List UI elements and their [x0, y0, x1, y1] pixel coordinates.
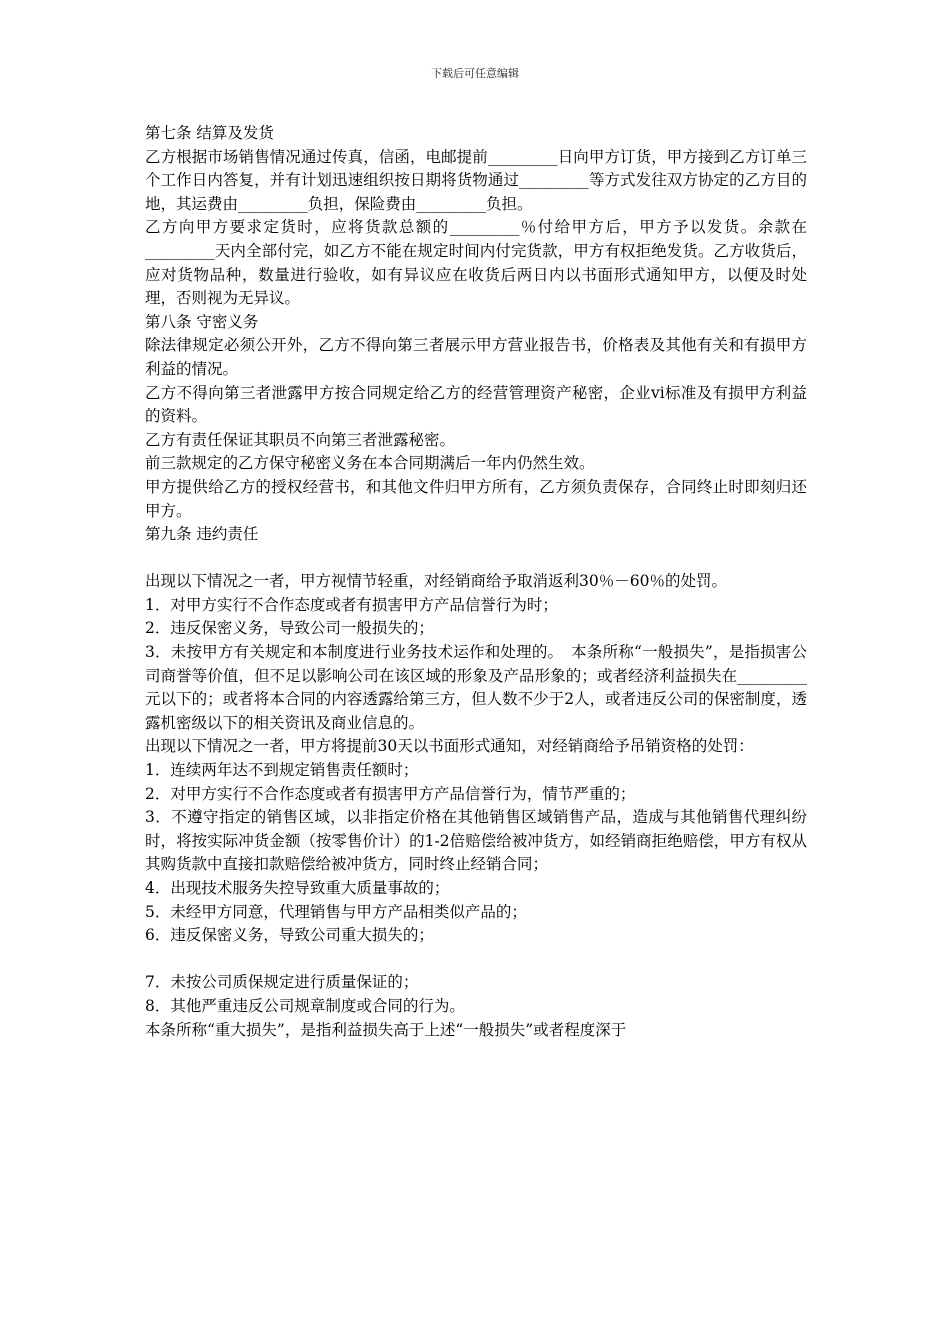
paragraph: 8．其他严重违反公司规章制度或合同的行为。 — [145, 996, 465, 1015]
section-heading: 第九条 违约责任 — [145, 525, 259, 544]
blank-line — [145, 948, 807, 972]
paragraph: 1．连续两年达不到规定销售责任额时； — [145, 761, 419, 780]
paragraph: 3．未按甲方有关规定和本制度进行业务技术运作和处理的。 本条所称“一般损失”，是指损害公司商誉等价值，但不足以影响公司在该区域的形象及产品形象的；或者经济利益损失在_________元以下的；或者将本合同的内容透露给第三方，但人数不少于2人，或者违反公司的保密制度，透露机密级以下的相关资讯及商业信息的。 — [145, 643, 807, 732]
paragraph: 1．对甲方实行不合作态度或者有损害甲方产品信誉行为时； — [145, 595, 558, 614]
section-heading: 第七条 结算及发货 — [145, 124, 274, 142]
paragraph: 5．未经甲方同意，代理销售与甲方产品相类似产品的； — [145, 902, 527, 921]
section-heading: 第八条 守密义务 — [145, 312, 259, 331]
paragraph: 本条所称“重大损失”，是指利益损失高于上述“一般损失”或者程度深于 — [145, 1020, 627, 1039]
paragraph: 7．未按公司质保规定进行质量保证的； — [145, 973, 419, 992]
blank-line — [145, 547, 807, 571]
paragraph: 乙方根据市场销售情况通过传真，信函，电邮提前_________日向甲方订货，甲方接到乙方订单三个工作日内答复，并有计划迅速组织按日期将货物通过_________等方式发往双方协定的乙方目的地，其运费由_________负担，保险费由_________负担。 — [145, 147, 807, 213]
page-header: 下载后可任意编辑 — [431, 67, 519, 80]
paragraph: 6．违反保密义务，导致公司重大损失的； — [145, 926, 434, 945]
paragraph: 出现以下情况之一者，甲方将提前30天以书面形式通知，对经销商给予吊销资格的处罚： — [145, 737, 754, 756]
paragraph: 前三款规定的乙方保守秘密义务在本合同期满后一年内仍然生效。 — [145, 454, 595, 473]
paragraph: 乙方向甲方要求定货时，应将货款总额的_________％付给甲方后，甲方予以发货。余款在_________天内全部付完，如乙方不能在规定时间内付完货款，甲方有权拒绝发货。乙方收货后，应对货物品种，数量进行验收，如有异议应在收货后两日内以书面形式通知甲方，以便及时处理，否则视为无异议。 — [145, 218, 807, 308]
paragraph: 4．出现技术服务失控导致重大质量事故的； — [145, 879, 450, 897]
paragraph: 乙方不得向第三者泄露甲方按合同规定给乙方的经营管理资产秘密，企业vi标准及有损甲方利益的资料。 — [145, 383, 807, 426]
paragraph: 乙方有责任保证其职员不向第三者泄露秘密。 — [145, 430, 456, 449]
paragraph: 2．对甲方实行不合作态度或者有损害甲方产品信誉行为，情节严重的； — [145, 784, 636, 803]
paragraph: 3．不遵守指定的销售区域，以非指定价格在其他销售区域销售产品，造成与其他销售代理纠纷时，将按实际冲货金额（按零售价计）的1-2倍赔偿给被冲货方，如经销商拒绝赔偿，甲方有权从其购货款中直接扣款赔偿给被冲货方，同时终止经销合同； — [145, 808, 807, 874]
paragraph: 出现以下情况之一者，甲方视情节轻重，对经销商给予取消返利30％－60％的处罚。 — [145, 572, 727, 591]
paragraph: 除法律规定必须公开外，乙方不得向第三者展示甲方营业报告书，价格表及其他有关和有损甲方利益的情况。 — [145, 336, 807, 378]
document-body — [145, 122, 807, 1042]
paragraph: 甲方提供给乙方的授权经营书，和其他文件归甲方所有，乙方须负责保存，合同终止时即刻归还甲方。 — [145, 477, 807, 520]
paragraph: 2．违反保密义务，导致公司一般损失的； — [145, 619, 434, 638]
